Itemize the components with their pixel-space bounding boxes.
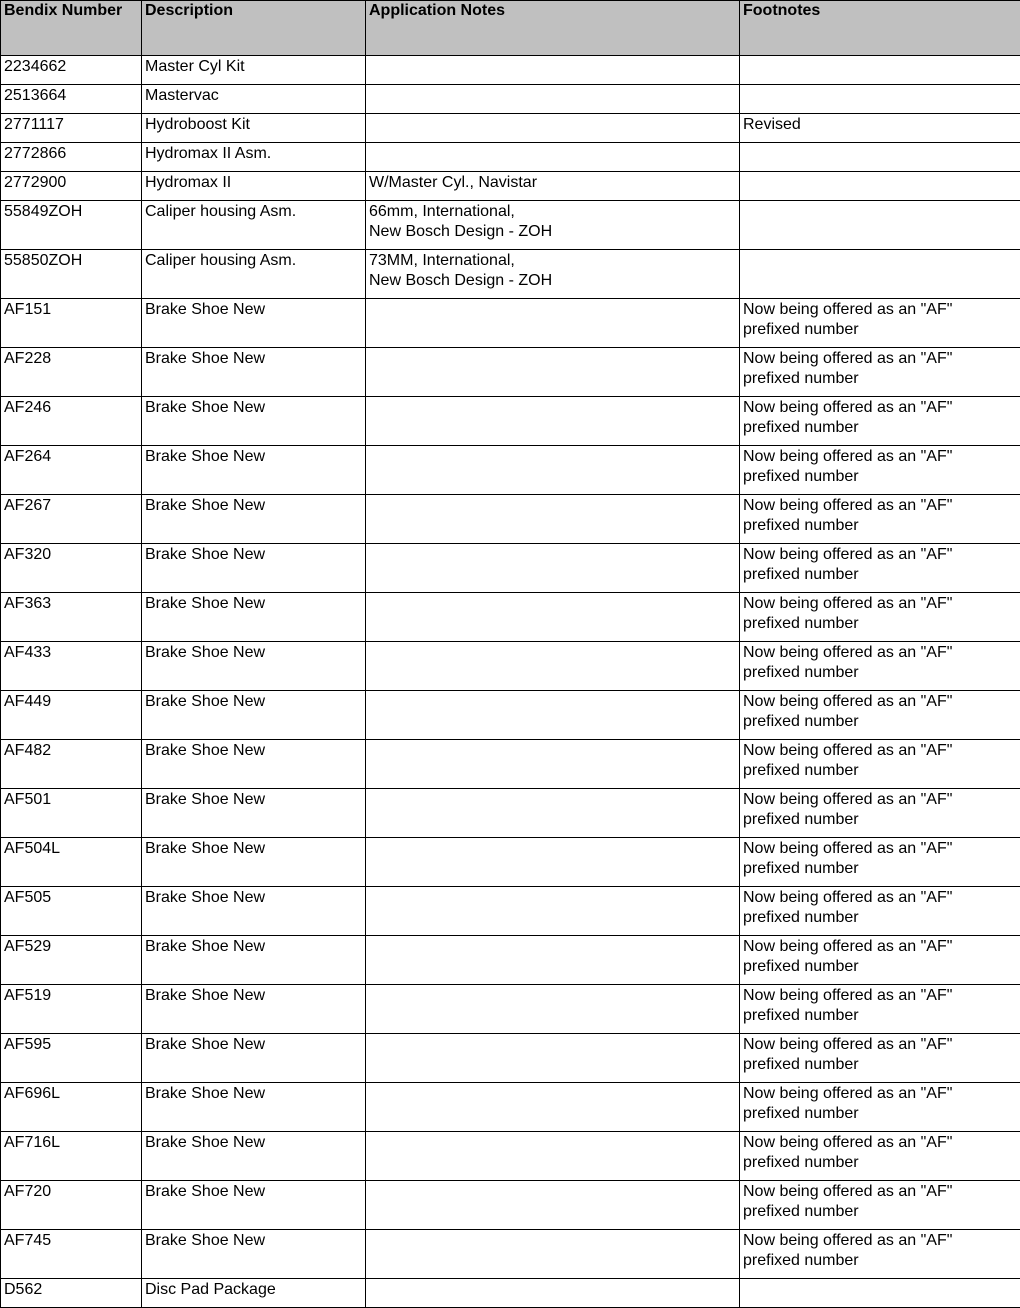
cell-bendix-number: AF264 — [1, 446, 142, 495]
cell-application-notes — [366, 56, 740, 85]
cell-application-notes — [366, 544, 740, 593]
cell-application-notes — [366, 446, 740, 495]
cell-description: Brake Shoe New — [142, 1034, 366, 1083]
cell-description: Brake Shoe New — [142, 544, 366, 593]
table-row — [1, 495, 1020, 544]
cell-bendix-number: 2772866 — [1, 143, 142, 172]
cell-footnotes-line: Now being offered as an "AF" — [743, 741, 1018, 761]
cell-application-notes — [366, 1034, 740, 1083]
table-row — [1, 1132, 1020, 1181]
cell-bendix-number: 2771117 — [1, 114, 142, 143]
cell-footnotes-line: prefixed number — [743, 1202, 1018, 1222]
table-row — [1, 838, 1020, 887]
cell-footnotes-line: prefixed number — [743, 1251, 1018, 1271]
table-row — [1, 85, 1020, 114]
cell-application-notes — [366, 936, 740, 985]
cell-description: Hydromax II — [142, 172, 366, 201]
table-body — [1, 56, 1020, 1308]
cell-footnotes-line: Now being offered as an "AF" — [743, 888, 1018, 908]
header-row — [1, 1, 1020, 56]
cell-footnotes-line: Now being offered as an "AF" — [743, 398, 1018, 418]
cell-application-notes — [366, 691, 740, 740]
cell-description: Hydroboost Kit — [142, 114, 366, 143]
cell-description: Hydromax II Asm. — [142, 143, 366, 172]
cell-footnotes — [740, 593, 1020, 642]
cell-description: Brake Shoe New — [142, 936, 366, 985]
table-row — [1, 642, 1020, 691]
cell-description: Brake Shoe New — [142, 1230, 366, 1279]
cell-footnotes-line: prefixed number — [743, 712, 1018, 732]
cell-footnotes-line: Now being offered as an "AF" — [743, 447, 1018, 467]
cell-description: Brake Shoe New — [142, 299, 366, 348]
cell-application-notes — [366, 1279, 740, 1308]
cell-footnotes-line: prefixed number — [743, 1055, 1018, 1075]
cell-description: Caliper housing Asm. — [142, 201, 366, 250]
table-row — [1, 446, 1020, 495]
table-row — [1, 1230, 1020, 1279]
table-row — [1, 201, 1020, 250]
cell-description: Brake Shoe New — [142, 446, 366, 495]
cell-application-notes — [366, 85, 740, 114]
cell-bendix-number: AF449 — [1, 691, 142, 740]
cell-footnotes-line: Now being offered as an "AF" — [743, 349, 1018, 369]
cell-bendix-number: 55850ZOH — [1, 250, 142, 299]
cell-application-notes — [366, 143, 740, 172]
cell-bendix-number: AF267 — [1, 495, 142, 544]
cell-bendix-number: AF745 — [1, 1230, 142, 1279]
cell-footnotes — [740, 114, 1020, 143]
cell-bendix-number: AF151 — [1, 299, 142, 348]
cell-footnotes — [740, 1083, 1020, 1132]
table-row — [1, 397, 1020, 446]
cell-footnotes-line: prefixed number — [743, 320, 1018, 340]
cell-bendix-number: AF504L — [1, 838, 142, 887]
cell-footnotes — [740, 250, 1020, 299]
table-row — [1, 1083, 1020, 1132]
header-bendix-number: Bendix Number — [1, 1, 142, 56]
cell-bendix-number: 2513664 — [1, 85, 142, 114]
cell-footnotes-line: prefixed number — [743, 761, 1018, 781]
table-row — [1, 348, 1020, 397]
cell-footnotes-line: prefixed number — [743, 859, 1018, 879]
cell-footnotes — [740, 299, 1020, 348]
cell-footnotes-line: prefixed number — [743, 467, 1018, 487]
cell-description: Master Cyl Kit — [142, 56, 366, 85]
cell-footnotes-line: Now being offered as an "AF" — [743, 1084, 1018, 1104]
cell-footnotes — [740, 446, 1020, 495]
cell-application-notes — [366, 1230, 740, 1279]
cell-footnotes — [740, 1230, 1020, 1279]
cell-application-notes — [366, 838, 740, 887]
cell-bendix-number: AF246 — [1, 397, 142, 446]
cell-bendix-number: AF482 — [1, 740, 142, 789]
cell-footnotes-line: Now being offered as an "AF" — [743, 692, 1018, 712]
table-row — [1, 593, 1020, 642]
cell-footnotes — [740, 172, 1020, 201]
table-row — [1, 1279, 1020, 1308]
cell-bendix-number: AF595 — [1, 1034, 142, 1083]
cell-footnotes-line: prefixed number — [743, 516, 1018, 536]
cell-bendix-number: AF228 — [1, 348, 142, 397]
cell-application-notes — [366, 397, 740, 446]
cell-footnotes-line: Revised — [743, 115, 1018, 135]
cell-footnotes-line: prefixed number — [743, 957, 1018, 977]
cell-footnotes — [740, 740, 1020, 789]
cell-footnotes-line: Now being offered as an "AF" — [743, 790, 1018, 810]
cell-description: Brake Shoe New — [142, 985, 366, 1034]
cell-description: Disc Pad Package — [142, 1279, 366, 1308]
cell-footnotes — [740, 789, 1020, 838]
cell-description: Brake Shoe New — [142, 1083, 366, 1132]
cell-description: Caliper housing Asm. — [142, 250, 366, 299]
cell-footnotes — [740, 642, 1020, 691]
cell-bendix-number: AF720 — [1, 1181, 142, 1230]
table-row — [1, 172, 1020, 201]
cell-application-notes — [366, 1132, 740, 1181]
cell-description: Brake Shoe New — [142, 1132, 366, 1181]
table-row — [1, 114, 1020, 143]
cell-footnotes — [740, 495, 1020, 544]
cell-description: Brake Shoe New — [142, 348, 366, 397]
cell-application-notes — [366, 789, 740, 838]
cell-application-notes — [366, 1181, 740, 1230]
cell-bendix-number: 2234662 — [1, 56, 142, 85]
cell-bendix-number: AF519 — [1, 985, 142, 1034]
cell-application-notes-line: W/Master Cyl., Navistar — [369, 173, 737, 193]
cell-bendix-number: AF505 — [1, 887, 142, 936]
cell-footnotes-line: Now being offered as an "AF" — [743, 545, 1018, 565]
cell-footnotes-line: Now being offered as an "AF" — [743, 986, 1018, 1006]
header-footnotes: Footnotes — [740, 1, 1020, 56]
table-row — [1, 544, 1020, 593]
cell-description: Brake Shoe New — [142, 789, 366, 838]
table-row — [1, 56, 1020, 85]
cell-bendix-number: AF320 — [1, 544, 142, 593]
cell-description: Brake Shoe New — [142, 1181, 366, 1230]
cell-footnotes-line: prefixed number — [743, 1006, 1018, 1026]
cell-description: Brake Shoe New — [142, 495, 366, 544]
table-row — [1, 143, 1020, 172]
cell-bendix-number: AF501 — [1, 789, 142, 838]
cell-description: Brake Shoe New — [142, 838, 366, 887]
table-row — [1, 985, 1020, 1034]
cell-application-notes — [366, 495, 740, 544]
cell-footnotes-line: prefixed number — [743, 418, 1018, 438]
table-row — [1, 691, 1020, 740]
cell-footnotes-line: prefixed number — [743, 614, 1018, 634]
cell-footnotes-line: Now being offered as an "AF" — [743, 1231, 1018, 1251]
cell-footnotes — [740, 936, 1020, 985]
cell-footnotes — [740, 691, 1020, 740]
cell-bendix-number: 2772900 — [1, 172, 142, 201]
cell-application-notes — [366, 593, 740, 642]
cell-application-notes — [366, 299, 740, 348]
cell-application-notes — [366, 348, 740, 397]
cell-footnotes — [740, 143, 1020, 172]
table-row — [1, 1034, 1020, 1083]
cell-description: Mastervac — [142, 85, 366, 114]
cell-application-notes — [366, 740, 740, 789]
cell-footnotes-line: Now being offered as an "AF" — [743, 1035, 1018, 1055]
cell-description: Brake Shoe New — [142, 740, 366, 789]
cell-footnotes-line: prefixed number — [743, 1153, 1018, 1173]
cell-bendix-number: AF433 — [1, 642, 142, 691]
cell-footnotes-line: Now being offered as an "AF" — [743, 1133, 1018, 1153]
cell-application-notes-line: New Bosch Design - ZOH — [369, 271, 737, 291]
cell-bendix-number: AF696L — [1, 1083, 142, 1132]
cell-footnotes-line: Now being offered as an "AF" — [743, 839, 1018, 859]
cell-footnotes-line: prefixed number — [743, 565, 1018, 585]
cell-application-notes — [366, 114, 740, 143]
cell-bendix-number: AF363 — [1, 593, 142, 642]
table-row — [1, 299, 1020, 348]
cell-footnotes-line: Now being offered as an "AF" — [743, 1182, 1018, 1202]
cell-footnotes-line: prefixed number — [743, 663, 1018, 683]
cell-footnotes-line: Now being offered as an "AF" — [743, 594, 1018, 614]
table-row — [1, 250, 1020, 299]
cell-footnotes-line: Now being offered as an "AF" — [743, 496, 1018, 516]
cell-application-notes — [366, 1083, 740, 1132]
header-application-notes: Application Notes — [366, 1, 740, 56]
cell-description: Brake Shoe New — [142, 887, 366, 936]
table-row — [1, 936, 1020, 985]
cell-footnotes-line: prefixed number — [743, 369, 1018, 389]
cell-footnotes — [740, 985, 1020, 1034]
cell-description: Brake Shoe New — [142, 593, 366, 642]
cell-application-notes — [366, 201, 740, 250]
cell-application-notes-line: 66mm, International, — [369, 202, 737, 222]
cell-footnotes — [740, 201, 1020, 250]
cell-footnotes-line: prefixed number — [743, 1104, 1018, 1124]
header-description: Description — [142, 1, 366, 56]
table-row — [1, 887, 1020, 936]
table-row — [1, 789, 1020, 838]
cell-bendix-number: AF716L — [1, 1132, 142, 1181]
cell-bendix-number: AF529 — [1, 936, 142, 985]
cell-footnotes — [740, 887, 1020, 936]
cell-footnotes-line: Now being offered as an "AF" — [743, 937, 1018, 957]
cell-footnotes — [740, 1034, 1020, 1083]
cell-footnotes-line: Now being offered as an "AF" — [743, 643, 1018, 663]
cell-application-notes — [366, 250, 740, 299]
cell-footnotes — [740, 348, 1020, 397]
cell-footnotes — [740, 1279, 1020, 1308]
cell-bendix-number: 55849ZOH — [1, 201, 142, 250]
cell-application-notes — [366, 642, 740, 691]
cell-footnotes — [740, 397, 1020, 446]
cell-footnotes-line: prefixed number — [743, 810, 1018, 830]
cell-application-notes — [366, 887, 740, 936]
cell-bendix-number: D562 — [1, 1279, 142, 1308]
cell-footnotes — [740, 56, 1020, 85]
cell-footnotes-line: prefixed number — [743, 908, 1018, 928]
cell-footnotes — [740, 1132, 1020, 1181]
table-row — [1, 1181, 1020, 1230]
table-row — [1, 740, 1020, 789]
cell-footnotes — [740, 838, 1020, 887]
cell-application-notes-line: New Bosch Design - ZOH — [369, 222, 737, 242]
cell-footnotes — [740, 544, 1020, 593]
cell-application-notes — [366, 985, 740, 1034]
cell-application-notes — [366, 172, 740, 201]
cell-footnotes-line: Now being offered as an "AF" — [743, 300, 1018, 320]
cell-description: Brake Shoe New — [142, 642, 366, 691]
cell-description: Brake Shoe New — [142, 397, 366, 446]
cell-footnotes — [740, 85, 1020, 114]
cell-application-notes-line: 73MM, International, — [369, 251, 737, 271]
cell-footnotes — [740, 1181, 1020, 1230]
cell-description: Brake Shoe New — [142, 691, 366, 740]
